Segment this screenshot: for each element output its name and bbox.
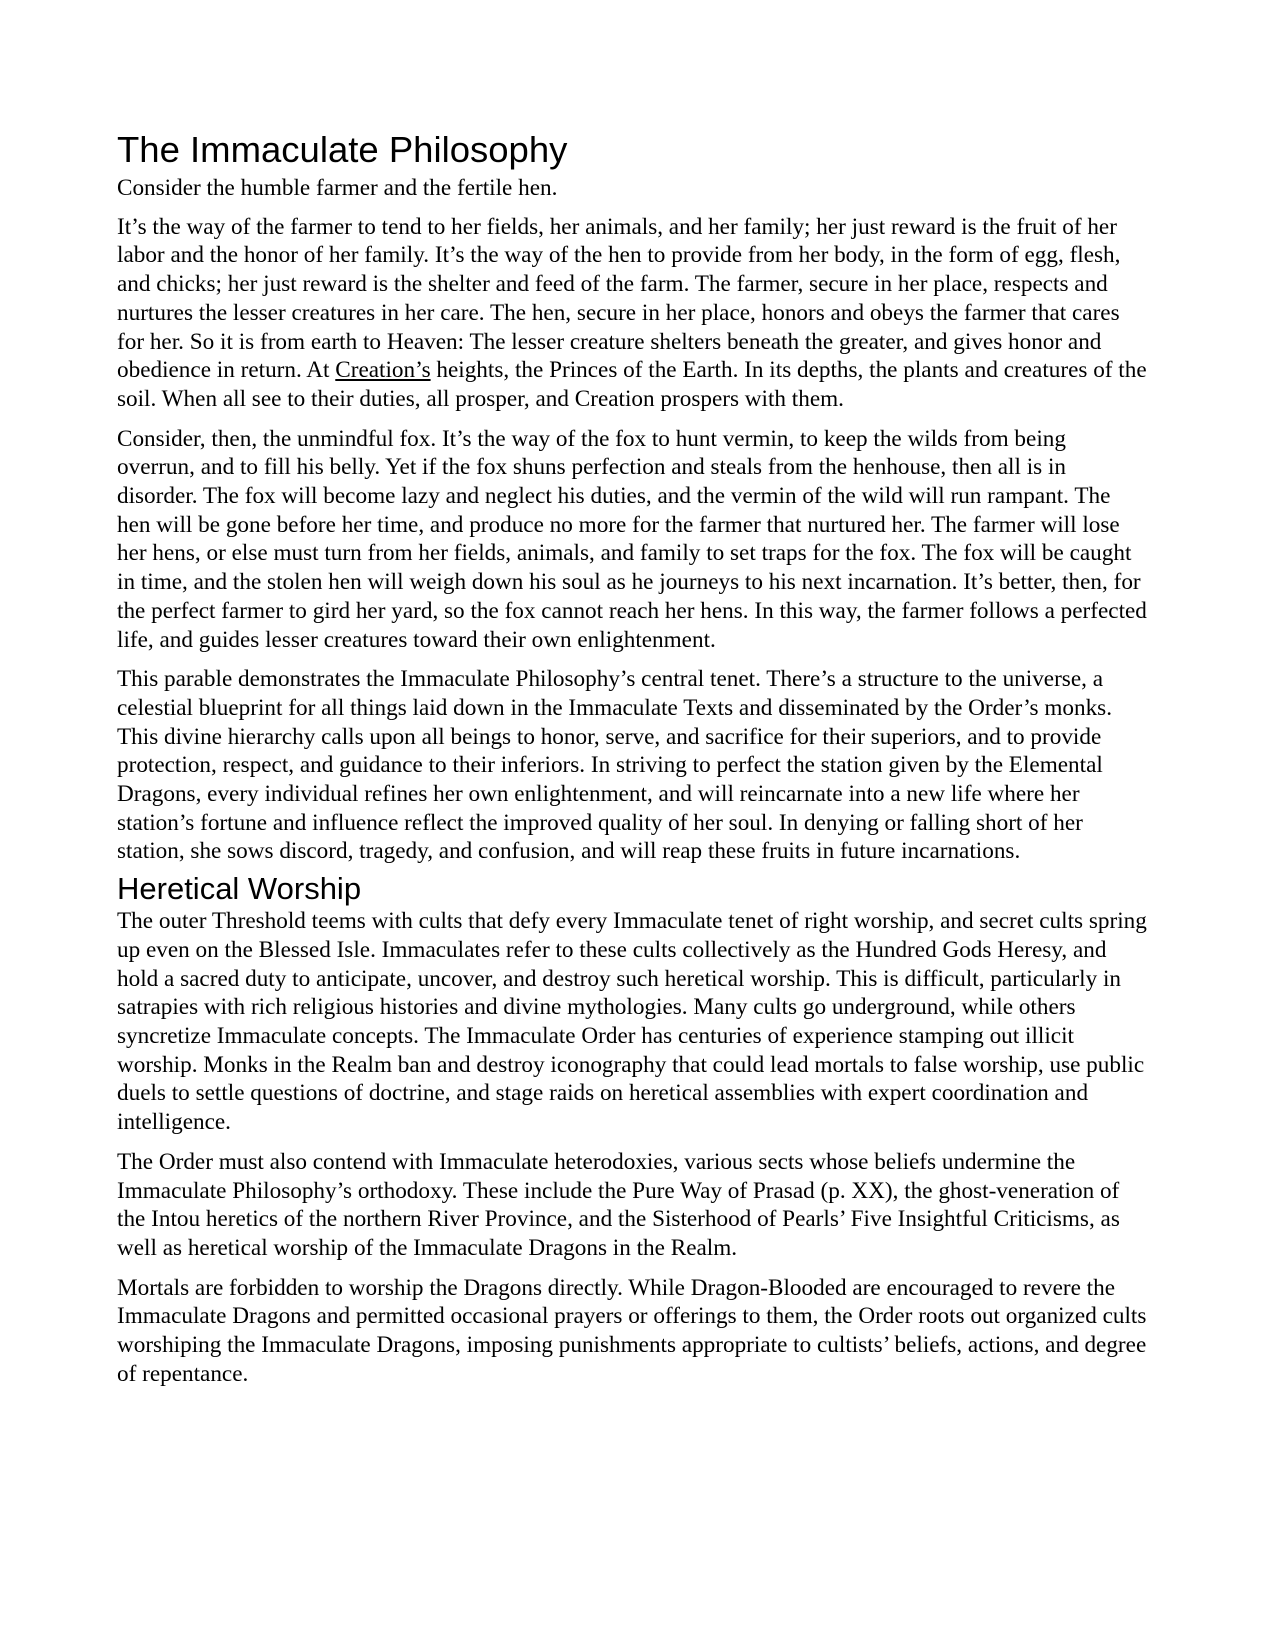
document-page — [117, 128, 1149, 1399]
section-title-heretical-worship: Heretical Worship — [117, 871, 362, 907]
section-title-immaculate-philosophy: The Immaculate Philosophy — [117, 129, 568, 170]
paragraph-fox: Consider, then, the unmindful fox. It’s the way of the fox to hunt vermin, to keep the wilds from being overrun, and to fill his belly. Yet if the fox shuns perfection and steals from the henhouse, then all is in disorder. The fox will become lazy and neglect his duties, and the vermin of the wild will run rampant. The hen will be gone before her time, and produce no more for the farmer that nurtured her. The farmer will lose her hens, or else must turn from her fields, animals, and family to set traps for the fox. The fox will be caught in time, and the stolen hen will weigh down his soul as he journeys to his next incarnation. It’s better, then, for the perfect farmer to gird her yard, so the fox cannot reach her hens. In this way, the farmer follows a perfected life, and guides lesser creatures toward their own enlightenment. — [117, 425, 1147, 653]
paragraph-threshold-cults: The outer Threshold teems with cults that defy every Immaculate tenet of right worship, and secret cults spring up even on the Blessed Isle. Immaculates refer to these cults collectively as the Hundred Gods Heresy, and hold a sacred duty to anticipate, uncover, and destroy such heretical worship. This is difficult, particularly in satrapies with rich religious histories and divine mythologies. Many cults go underground, while others syncretize Immaculate concepts. The Immaculate Order has centuries of experience stamping out illicit worship. Monks in the Realm ban and destroy iconography that could lead mortals to false worship, use public duels to settle questions of doctrine, and stage raids on heretical assemblies with expert coordination and intelligence. — [117, 908, 1147, 1136]
paragraph-dragon-worship: Mortals are forbidden to worship the Dragons directly. While Dragon-Blooded are encouraged to revere the Immaculate Dragons and permitted occasional prayers or offerings to them, the Order roots out organized cults worshiping the Immaculate Dragons, imposing punishments appropriate to cultists’ beliefs, actions, and degree of repentance. — [117, 1274, 1147, 1387]
paragraph-text: heights, the Princes of the Earth. In its depths, the plants and creatures of the soil. When all see to their duties, all prosper, and Creation prospers with them. — [117, 357, 1147, 412]
intro-paragraph: Consider the humble farmer and the fertile hen. — [117, 175, 558, 201]
paragraph-farmer-hen — [117, 213, 1149, 414]
paragraph-heterodoxies: The Order must also contend with Immaculate heterodoxies, various sects whose beliefs undermine the Immaculate Philosophy’s orthodoxy. These include the Pure Way of Prasad (p. XX), the ghost-veneration of the Intou heretics of the northern River Province, and the Sisterhood of Pearls’ Five Insightful Criticisms, as well as heretical worship of the Immaculate Dragons in the Realm. — [117, 1148, 1120, 1261]
creation-link[interactable]: Creation’s — [335, 357, 431, 384]
paragraph-central-tenet: This parable demonstrates the Immaculate Philosophy’s central tenet. There’s a structure to the universe, a celestial blueprint for all things laid down in the Immaculate Texts and disseminated by the Order’s monks. This divine hierarchy calls upon all beings to honor, serve, and sacrifice for their superiors, and to provide protection, respect, and guidance to their inferiors. In striving to perfect the station given by the Elemental Dragons, every individual refines her own enlightenment, and will reincarnate into a new life where her station’s fortune and influence reflect the improved quality of her soul. In denying or falling short of her station, she sows discord, tragedy, and confusion, and will reap these fruits in future incarnations. — [117, 666, 1113, 865]
paragraph-text: It’s the way of the farmer to tend to her fields, her animals, and her family; her just reward is the fruit of her labor and the honor of her family. It’s the way of the hen to provide from her body, in the form of egg, flesh, and chicks; her just reward is the shelter and feed of the farm. The farmer, secure in her place, respects and nurtures the lesser creatures in her care. The hen, secure in her place, honors and obeys the farmer that cares for her. So it is from earth to Heaven: The lesser creature shelters beneath the greater, and gives honor and obedience in return. At — [117, 213, 1121, 384]
